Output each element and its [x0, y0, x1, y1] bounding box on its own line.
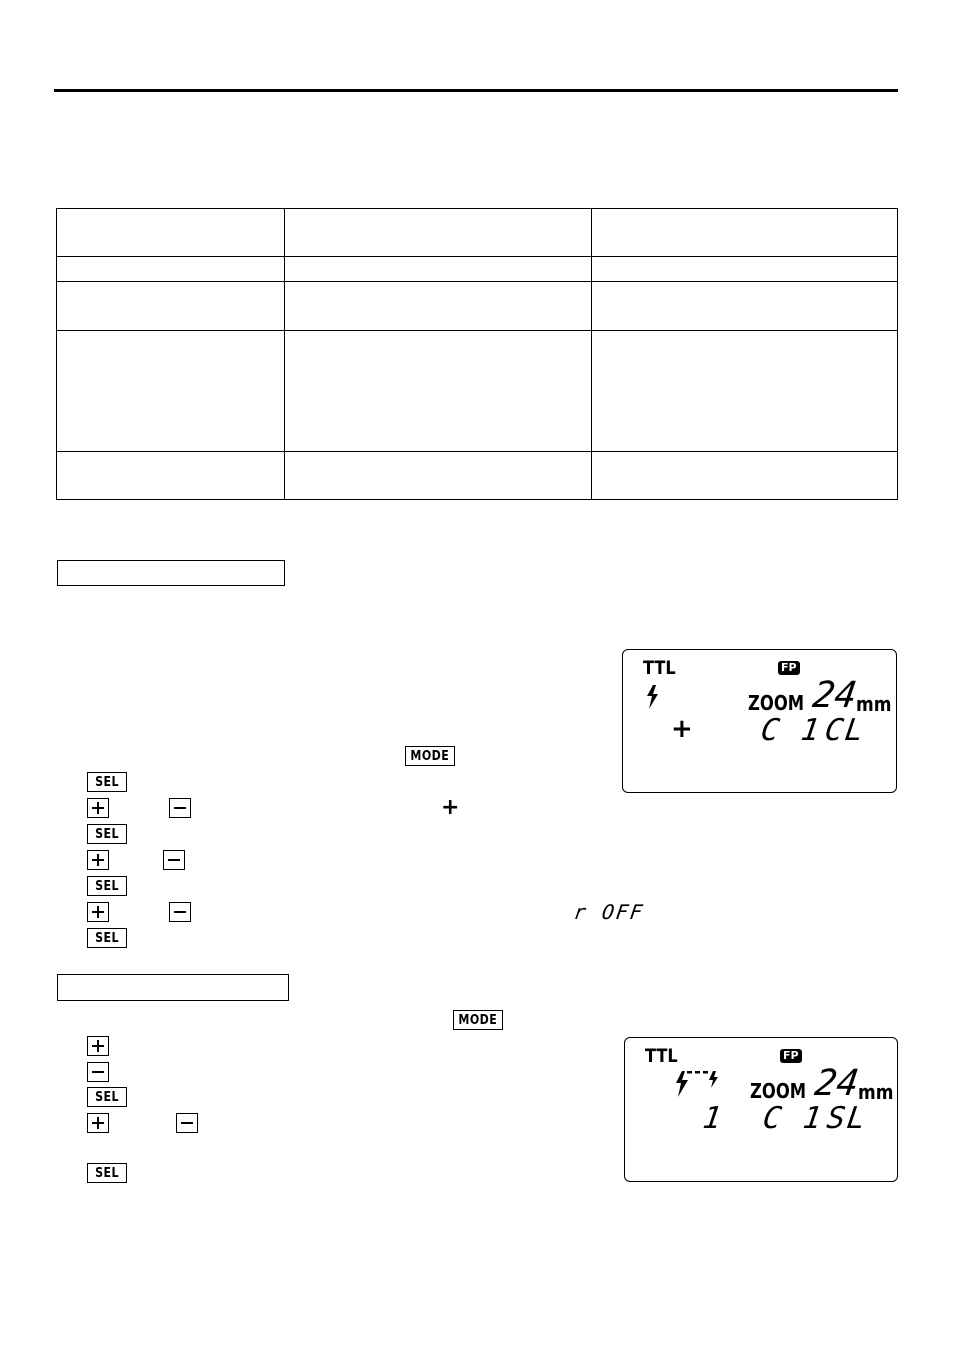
zoom-unit: mm: [856, 692, 892, 716]
group-display: SL: [824, 1101, 870, 1136]
zoom-label: ZOOM: [750, 1079, 807, 1103]
plus-button-icon: [87, 902, 109, 922]
channel-display: C 1: [758, 713, 824, 748]
plus-button-icon: [87, 1036, 109, 1056]
sel-key-label: SEL: [95, 930, 119, 946]
exposure-plus-sign: +: [671, 714, 693, 744]
channel-display: C 1: [760, 1101, 826, 1136]
plus-button-icon: [87, 798, 109, 818]
mode-key-label: MODE: [410, 748, 450, 764]
flash-icon: [645, 685, 659, 709]
minus-button-icon: [169, 798, 191, 818]
sel-key-label: SEL: [95, 826, 119, 842]
plus-button-icon: [87, 850, 109, 870]
table-row-divider: [57, 330, 897, 331]
header-rule: [54, 89, 898, 92]
r-off-display-text: r OFF: [572, 900, 646, 924]
wireless-flash-icon: [673, 1069, 721, 1099]
minus-button-icon: [169, 902, 191, 922]
sel-button-icon: [87, 772, 127, 792]
ttl-mode-text: TTL: [645, 1045, 678, 1067]
zoom-value: 24: [812, 1063, 862, 1104]
zoom-unit: mm: [858, 1080, 894, 1104]
sel-button-icon: [87, 1163, 127, 1183]
mode-button-icon: [453, 1010, 503, 1030]
fp-badge: FP: [780, 1049, 802, 1063]
lcd-panel-master: [622, 649, 897, 793]
table-column-divider: [591, 209, 592, 499]
zoom-label: ZOOM: [748, 691, 805, 715]
table-row-divider: [57, 256, 897, 257]
slave-number-display: 1: [700, 1101, 724, 1136]
group-display: CL: [822, 713, 868, 748]
sel-button-icon: [87, 876, 127, 896]
mode-key-label: MODE: [458, 1012, 498, 1028]
sel-key-label: SEL: [95, 878, 119, 894]
lcd-panel-slave: [624, 1037, 898, 1182]
minus-button-icon: [163, 850, 185, 870]
sel-button-icon: [87, 1087, 127, 1107]
sel-key-label: SEL: [95, 1089, 119, 1105]
fp-badge: FP: [778, 661, 800, 675]
plus-symbol: +: [441, 795, 460, 820]
zoom-value: 24: [810, 675, 860, 716]
table-row-divider: [57, 451, 897, 452]
mode-button-icon: [405, 746, 455, 766]
settings-table: [56, 208, 898, 500]
table-row-divider: [57, 281, 897, 282]
minus-button-icon: [87, 1062, 109, 1082]
section-heading-box-2: [57, 974, 289, 1001]
sel-button-icon: [87, 928, 127, 948]
table-column-divider: [284, 209, 285, 499]
section-heading-box-1: [57, 560, 285, 586]
sel-key-label: SEL: [95, 774, 119, 790]
plus-button-icon: [87, 1113, 109, 1133]
sel-key-label: SEL: [95, 1165, 119, 1181]
ttl-mode-text: TTL: [643, 657, 676, 679]
minus-button-icon: [176, 1113, 198, 1133]
sel-button-icon: [87, 824, 127, 844]
